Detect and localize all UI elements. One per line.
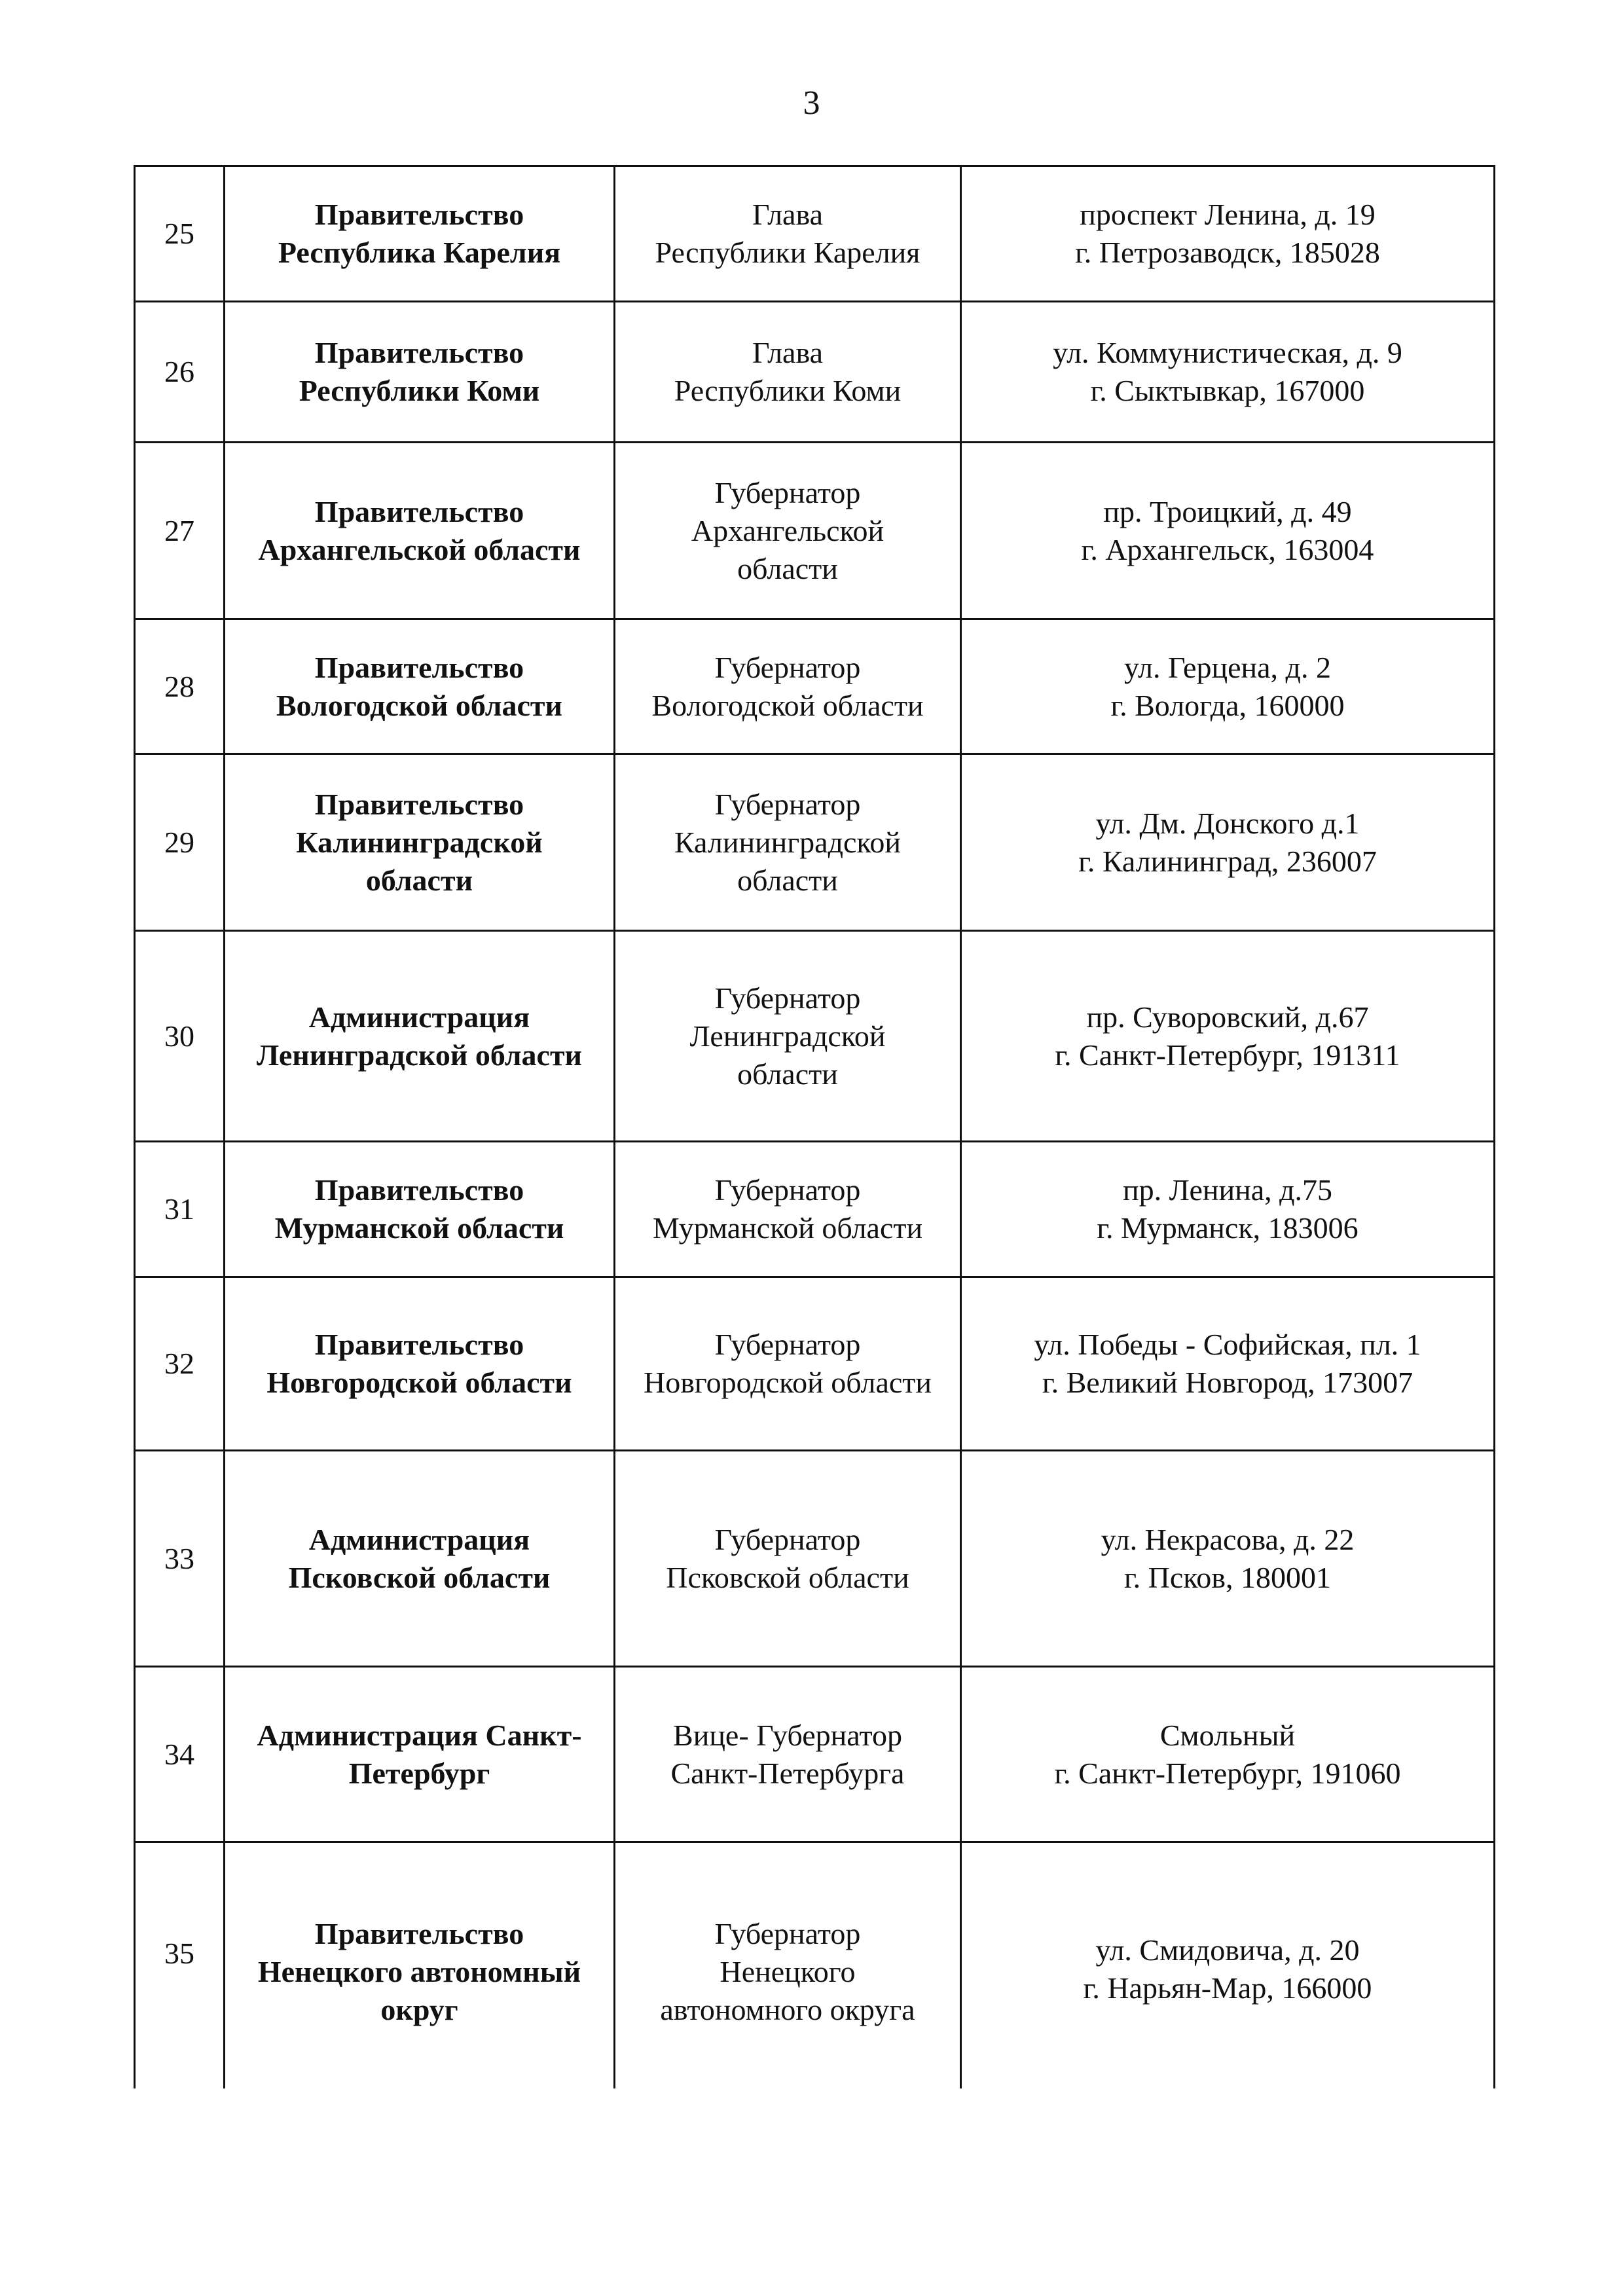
table-row	[136, 1140, 1493, 1276]
page-number: 3	[803, 84, 820, 122]
head-title: Вице- Губернатор Санкт-Петербурга	[613, 1667, 960, 1841]
head-title: Губернатор Псковской области	[613, 1451, 960, 1666]
row-number: 26	[164, 355, 194, 388]
row-number: 33	[164, 1541, 194, 1575]
organization-name: Администрация Ленинградской области	[223, 932, 613, 1140]
row-number: 35	[164, 1937, 194, 1970]
head-title: Губернатор Архангельской области	[613, 443, 960, 618]
postal-address: ул. Смидовича, д. 20 г. Нарьян-Мар, 166000	[960, 1843, 1493, 2088]
table-row	[136, 441, 1493, 618]
postal-address: проспект Ленина, д. 19 г. Петрозаводск, 185028	[960, 167, 1493, 301]
table-row	[136, 618, 1493, 753]
row-number: 28	[164, 669, 194, 703]
postal-address: ул. Коммунистическая, д. 9 г. Сыктывкар, 167000	[960, 302, 1493, 441]
organization-name: Администрация Санкт- Петербург	[223, 1667, 613, 1841]
row-number: 29	[164, 825, 194, 859]
head-title: Глава Республики Коми	[613, 302, 960, 441]
head-title: Губернатор Вологодской области	[613, 620, 960, 753]
table-row	[136, 930, 1493, 1140]
postal-address: пр. Ленина, д.75 г. Мурманск, 183006	[960, 1142, 1493, 1276]
postal-address: ул. Победы - Софийская, пл. 1 г. Великий Новгород, 173007	[960, 1278, 1493, 1449]
organization-name: Администрация Псковской области	[223, 1451, 613, 1666]
head-title: Губернатор Новгородской области	[613, 1278, 960, 1449]
table-row	[136, 1666, 1493, 1841]
organization-name: Правительство Республика Карелия	[223, 167, 613, 301]
table-row	[136, 1841, 1493, 2088]
head-title: Губернатор Ненецкого автономного округа	[613, 1843, 960, 2088]
organization-name: Правительство Архангельской области	[223, 443, 613, 618]
organization-name: Правительство Республики Коми	[223, 302, 613, 441]
row-number: 30	[164, 1019, 194, 1053]
organization-name: Правительство Ненецкого автономный округ	[223, 1843, 613, 2088]
table-row	[136, 1276, 1493, 1449]
organization-name: Правительство Новгородской области	[223, 1278, 613, 1449]
row-number: 27	[164, 513, 194, 547]
organization-name: Правительство Вологодской области	[223, 620, 613, 753]
postal-address: пр. Троицкий, д. 49 г. Архангельск, 163004	[960, 443, 1493, 618]
table-row	[136, 301, 1493, 441]
contacts-table	[134, 165, 1495, 2088]
postal-address: пр. Суворовский, д.67 г. Санкт-Петербург, 191311	[960, 932, 1493, 1140]
postal-address: ул. Дм. Донского д.1 г. Калининград, 236007	[960, 755, 1493, 930]
row-number: 25	[164, 217, 194, 250]
table-row	[136, 165, 1493, 301]
table-row	[136, 1449, 1493, 1666]
postal-address: Смольный г. Санкт-Петербург, 191060	[960, 1667, 1493, 1841]
head-title: Губернатор Калининградской области	[613, 755, 960, 930]
head-title: Губернатор Мурманской области	[613, 1142, 960, 1276]
head-title: Глава Республики Карелия	[613, 167, 960, 301]
postal-address: ул. Герцена, д. 2 г. Вологда, 160000	[960, 620, 1493, 753]
head-title: Губернатор Ленинградской области	[613, 932, 960, 1140]
table-row	[136, 753, 1493, 930]
row-number: 32	[164, 1347, 194, 1380]
organization-name: Правительство Калининградской области	[223, 755, 613, 930]
postal-address: ул. Некрасова, д. 22 г. Псков, 180001	[960, 1451, 1493, 1666]
organization-name: Правительство Мурманской области	[223, 1142, 613, 1276]
row-number: 34	[164, 1737, 194, 1771]
row-number: 31	[164, 1192, 194, 1226]
